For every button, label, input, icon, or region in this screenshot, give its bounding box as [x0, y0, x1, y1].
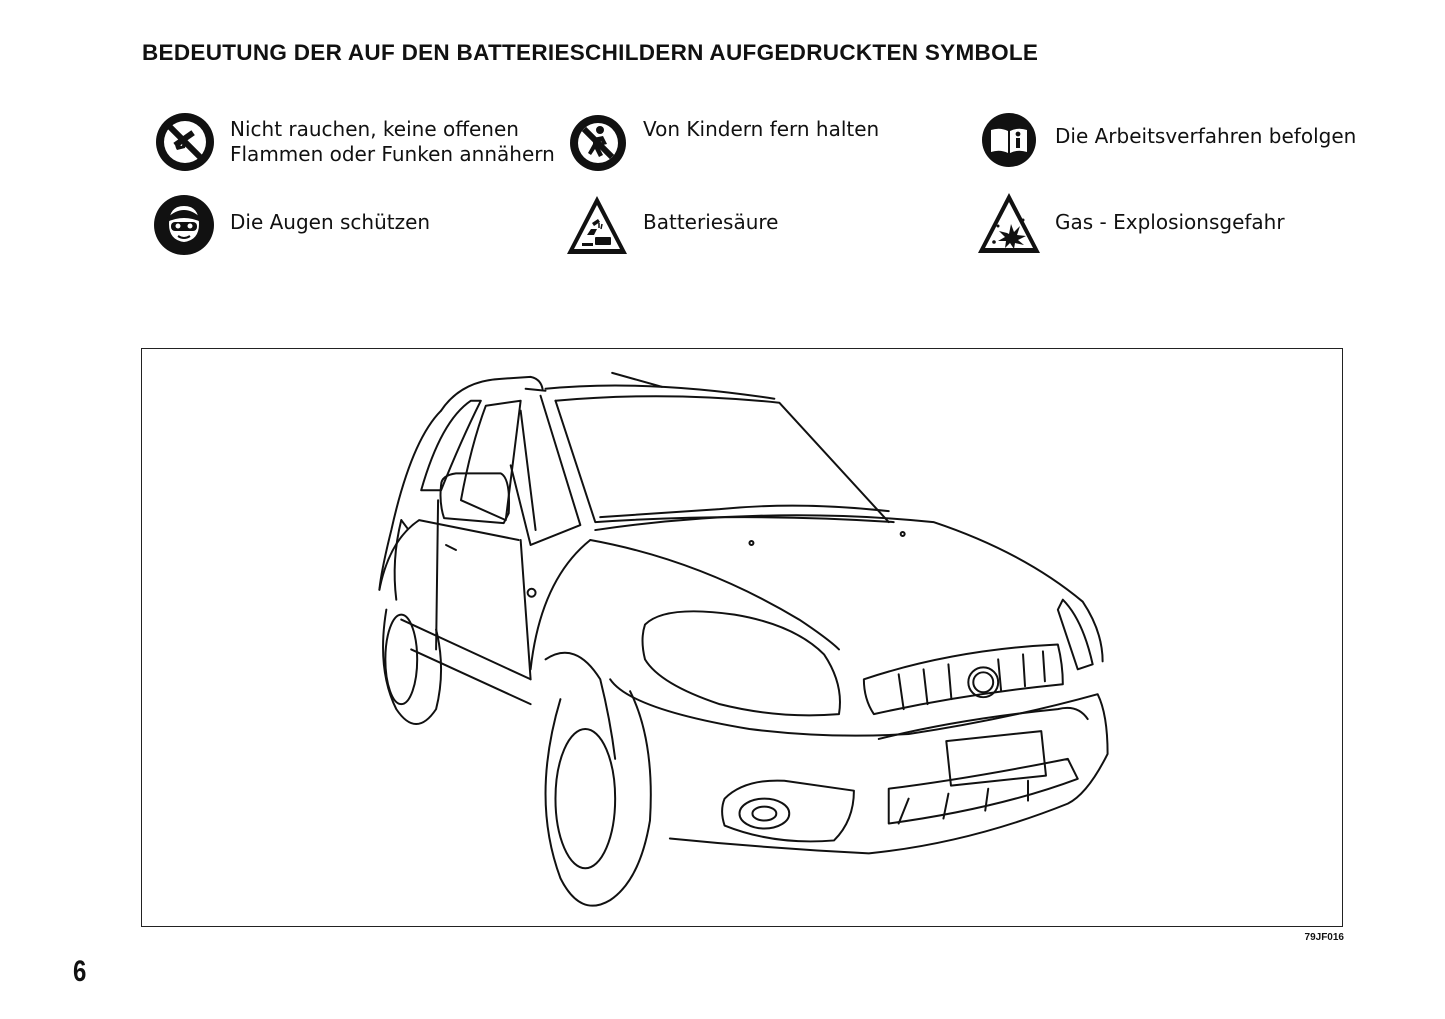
symbol-label-eyes: Die Augen schützen [230, 210, 431, 234]
explosion-hazard-icon [976, 190, 1042, 256]
symbol-label-explosion: Gas - Explosionsgefahr [1055, 210, 1285, 234]
page-number: 6 [73, 955, 87, 988]
figure-code: 79JF016 [1304, 932, 1344, 943]
battery-acid-warning-icon [565, 193, 629, 257]
keep-away-from-children-icon [569, 114, 627, 172]
page-heading: BEDEUTUNG DER AUF DEN BATTERIESCHILDERN AUFGEDRUCKTEN SYMBOLE [142, 40, 1039, 65]
symbol-label-no-smoking: Nicht rauchen, keine offenen Flammen oder Funken annähern [230, 117, 555, 166]
symbol-label-instructions: Die Arbeitsverfahren befolgen [1055, 124, 1357, 148]
eye-protection-icon [153, 194, 215, 256]
symbol-label-acid: Batteriesäure [643, 210, 779, 234]
symbol-label-children: Von Kindern fern halten [643, 117, 880, 141]
car-illustration [142, 349, 1341, 925]
no-smoking-no-flames-icon [155, 112, 215, 172]
car-figure-frame [141, 348, 1343, 927]
read-instructions-icon [981, 112, 1037, 168]
